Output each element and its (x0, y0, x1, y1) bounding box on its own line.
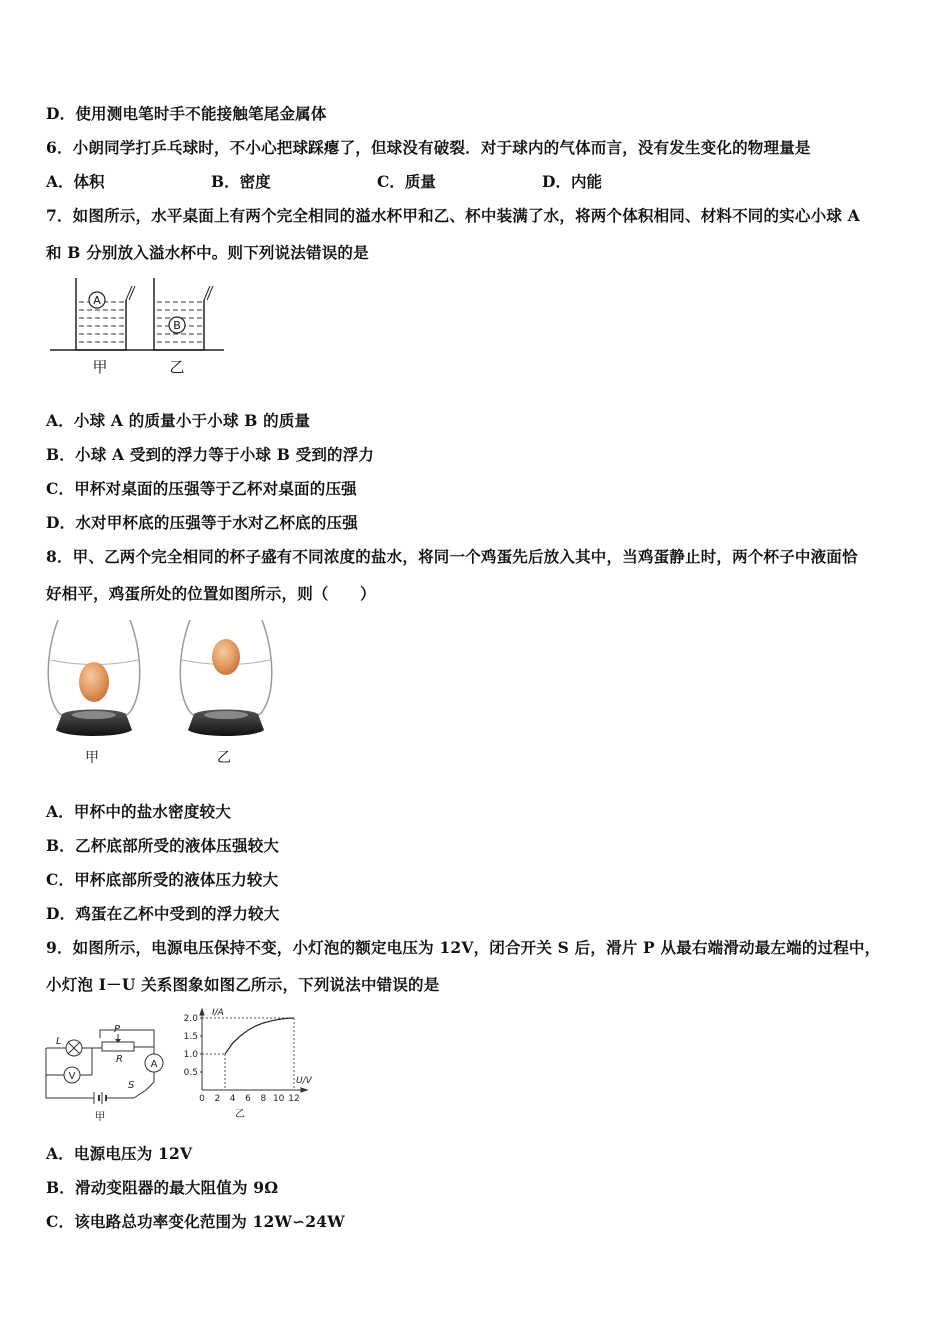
egg-in-jia (79, 662, 109, 702)
q9-iu-chart (176, 1006, 326, 1124)
voltmeter-label: V (68, 1071, 76, 1082)
cup-jia (76, 278, 135, 350)
q9-stem-line1: 9．如图所示，电源电压保持不变，小灯泡的额定电压为 12V，闭合开关 S 后，滑片 P 从最右端滑动最左端的过程中， (46, 938, 881, 957)
q7-option-d: D．水对甲杯底的压强等于水对乙杯底的压强 (46, 513, 358, 532)
slider-label: P (114, 1024, 121, 1035)
x-tick-label: 6 (245, 1094, 251, 1104)
q6-stem: 6．小朗同学打乒乓球时，不小心把球踩瘪了，但球没有破裂．对于球内的气体而言，没有发生变化的物理量是 (46, 138, 811, 157)
q7-overflow-cups-figure (46, 272, 228, 380)
q7-option-b: B．小球 A 受到的浮力等于小球 B 受到的浮力 (46, 445, 375, 464)
q9-circuit-diagram (42, 1020, 166, 1126)
switch-label: S (128, 1080, 135, 1091)
y-tick-label: 1.5 (183, 1032, 198, 1042)
q9-option-c: C．该电路总功率变化范围为 12W∽24W (46, 1212, 345, 1231)
q8-stem-line2: 好相平，鸡蛋所处的位置如图所示，则（ ） (46, 584, 376, 603)
q9-option-b: B．滑动变阻器的最大阻值为 9Ω (46, 1178, 279, 1197)
q8-option-d: D．鸡蛋在乙杯中受到的浮力较大 (46, 904, 280, 923)
ball-a-label: A (93, 294, 101, 307)
y-tick-label: 2.0 (183, 1014, 198, 1024)
x-tick-label: 10 (272, 1094, 285, 1104)
q9-stem-line2: 小灯泡 I－U 关系图象如图乙所示，下列说法中错误的是 (46, 975, 440, 994)
q7-option-a: A．小球 A 的质量小于小球 B 的质量 (46, 411, 311, 430)
x-tick-label: 12 (288, 1094, 300, 1104)
q7-stem-line2: 和 B 分别放入溢水杯中。则下列说法错误的是 (46, 243, 369, 262)
y-tick-label: 0.5 (183, 1068, 198, 1078)
iu-curve (225, 1018, 294, 1054)
x-axis-label: U/V (296, 1076, 312, 1086)
q6-option-a: A．体积 (46, 172, 105, 191)
q5-option-d: D．使用测电笔时手不能接触笔尾金属体 (46, 104, 327, 123)
q8-egg-glasses-figure (40, 612, 280, 772)
x-tick-label: 0 (199, 1094, 205, 1104)
chart-caption: 乙 (235, 1109, 245, 1120)
cup-jia-label: 甲 (92, 358, 108, 376)
q8-option-b: B．乙杯底部所受的液体压强较大 (46, 836, 280, 855)
cup-yi (154, 278, 213, 350)
q6-option-c: C．质量 (377, 172, 436, 191)
q8-stem-line1: 8．甲、乙两个完全相同的杯子盛有不同浓度的盐水，将同一个鸡蛋先后放入其中，当鸡蛋静止时，两个杯子中液面恰 (46, 547, 858, 566)
cup-yi-label: 乙 (169, 358, 185, 376)
q7-option-c: C．甲杯对桌面的压强等于乙杯对桌面的压强 (46, 479, 357, 498)
resistor-label: R (116, 1054, 123, 1065)
x-tick-label: 2 (214, 1094, 221, 1104)
q8-option-c: C．甲杯底部所受的液体压力较大 (46, 870, 279, 889)
q7-stem-line1: 7．如图所示，水平桌面上有两个完全相同的溢水杯甲和乙、杯中装满了水，将两个体积相同、材料不同的实心小球 A (46, 206, 860, 225)
circuit-caption: 甲 (94, 1110, 106, 1123)
q9-option-a: A．电源电压为 12V (46, 1144, 193, 1163)
ball-b-label: B (173, 319, 181, 332)
q6-option-d: D．内能 (542, 172, 602, 191)
glass-jia-label: 甲 (85, 750, 99, 766)
glass-yi-label: 乙 (217, 750, 231, 766)
glass-jia (48, 620, 140, 766)
x-tick-label: 8 (260, 1094, 267, 1104)
q6-option-b: B．密度 (211, 172, 271, 191)
x-tick-label: 4 (229, 1094, 236, 1104)
lamp-label: L (56, 1036, 62, 1047)
ammeter-label: A (150, 1059, 158, 1070)
egg-in-yi (212, 639, 240, 675)
q8-option-a: A．甲杯中的盐水密度较大 (46, 802, 231, 821)
glass-yi (180, 620, 272, 766)
y-axis-label: I/A (212, 1008, 224, 1018)
y-tick-label: 1.0 (183, 1050, 198, 1060)
